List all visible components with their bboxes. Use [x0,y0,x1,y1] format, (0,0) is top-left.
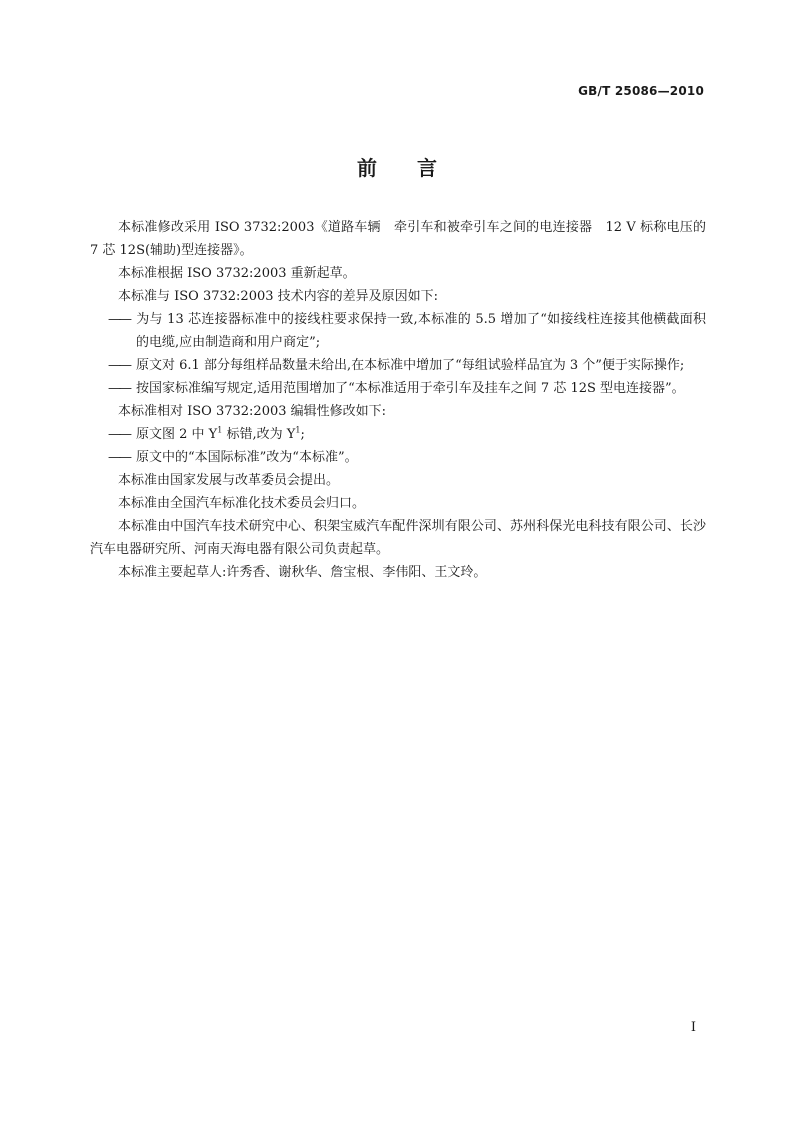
dash-marker: —— [108,381,130,396]
paragraph-adoption: 本标准修改采用 ISO 3732:2003《道路车辆 牵引车和被牵引车之间的电连接器 12 V 标称电压的 7 芯 12S(辅助)型连接器》。 [90,220,706,258]
list-item-text: 按国家标准编写规定,适用范围增加了“本标准适用于牵引车及挂车之间 7 芯 12S 型电连接器”。 [136,381,685,396]
paragraph-drafters: 本标准主要起草人:许秀香、谢秋华、詹宝根、李伟阳、王文玲。 [118,565,487,580]
superscript: 1 [295,425,301,435]
document-body [90,216,706,584]
list-item-text: 原文图 2 中 Y [136,427,218,442]
list-item-text: 原文对 6.1 部分每组样品数量未给出,在本标准中增加了“每组试验样品宜为 3 个”便于实际操作; [136,358,685,373]
superscript: 1 [217,425,223,435]
list-item-text: ; [300,427,305,442]
list-item [90,377,706,400]
dash-marker: —— [108,358,130,373]
list-item [90,423,706,446]
list-item [90,308,706,354]
dash-marker: —— [108,427,130,442]
list-item-text: 标错,改为 Y [222,427,296,442]
paragraph-drafting-units: 本标准由中国汽车技术研究中心、积架宝威汽车配件深圳有限公司、苏州科保光电科技有限公司、长沙汽车电器研究所、河南天海电器有限公司负责起草。 [90,519,706,557]
paragraph-redrafted: 本标准根据 ISO 3732:2003 重新起草。 [118,266,356,281]
list-item-text: 原文中的“本国际标准”改为“本标准”。 [136,450,358,465]
dash-marker: —— [108,312,130,327]
page-number: I [690,1020,696,1035]
paragraph-proposed-by: 本标准由国家发展与改革委员会提出。 [118,473,340,488]
page-title: 前言 [357,156,477,180]
dash-marker: —— [108,450,130,465]
paragraph-editorial-changes: 本标准相对 ISO 3732:2003 编辑性修改如下: [118,404,387,419]
list-item [90,354,706,377]
list-item-text: 为与 13 芯连接器标准中的接线柱要求保持一致,本标准的 5.5 增加了“如接线柱连接其他横截面积的电缆,应由制造商和用户商定”; [136,312,706,350]
list-item [90,446,706,469]
standard-code: GB/T 25086—2010 [578,84,704,98]
paragraph-technical-differences: 本标准与 ISO 3732:2003 技术内容的差异及原因如下: [118,289,439,304]
paragraph-centralized-by: 本标准由全国汽车标准化技术委员会归口。 [118,496,366,511]
